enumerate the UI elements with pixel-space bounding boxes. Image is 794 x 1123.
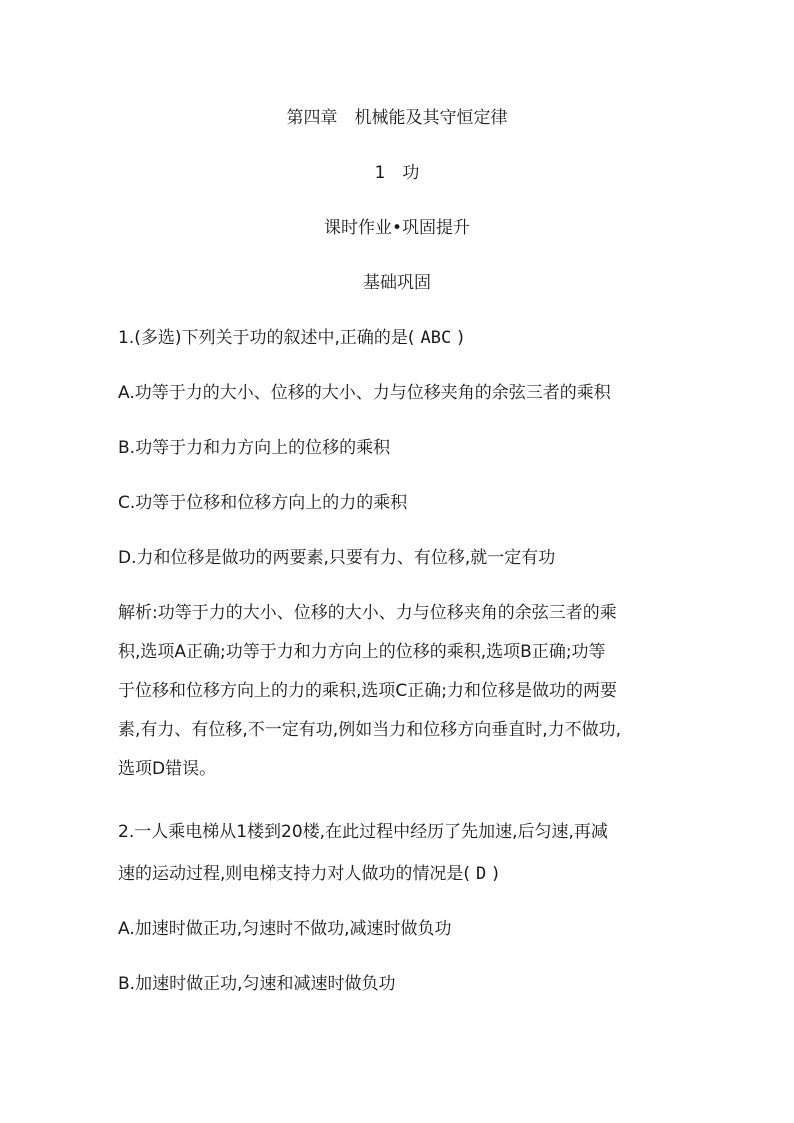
question-2-option-a: A.加速时做正功,匀速时不做功,减速时做负功 bbox=[118, 919, 452, 939]
question-2-option-b: B.加速时做正功,匀速和减速时做负功 bbox=[118, 974, 396, 994]
question-1-option-c: C.功等于位移和位移方向上的力的乘积 bbox=[118, 493, 408, 513]
homework-title: 课时作业•巩固提升 bbox=[323, 218, 471, 238]
chapter-title: 第四章 机械能及其守恒定律 bbox=[286, 108, 508, 128]
question-1-analysis-line: 于位移和位移方向上的力的乘积,选项C正确;力和位移是做功的两要 bbox=[118, 681, 618, 701]
question-1-analysis-line: 选项D错误。 bbox=[118, 759, 217, 779]
question-1-stem-text: 1.(多选)下列关于功的叙述中,正确的是( bbox=[118, 328, 415, 348]
question-2-stem-close: ) bbox=[492, 864, 499, 884]
question-2-stem-line-2 bbox=[118, 862, 499, 886]
question-1-analysis-line: 积,选项A正确;功等于力和力方向上的位移的乘积,选项B正确;功等 bbox=[118, 642, 606, 662]
question-1-option-a: A.功等于力的大小、位移的大小、力与位移夹角的余弦三者的乘积 bbox=[118, 383, 611, 403]
question-1-answer: ABC bbox=[420, 328, 452, 348]
question-1-stem bbox=[118, 326, 464, 350]
question-1-stem-close: ) bbox=[457, 328, 464, 348]
basic-title: 基础巩固 bbox=[363, 273, 431, 293]
question-1-analysis-line: 素,有力、有位移,不一定有功,例如当力和位移方向垂直时,力不做功, bbox=[118, 720, 622, 740]
question-1-option-b: B.功等于力和力方向上的位移的乘积 bbox=[118, 438, 391, 458]
section-title: 1 功 bbox=[374, 163, 420, 183]
question-2-answer: D bbox=[476, 864, 487, 884]
question-2-stem-line-1: 2.一人乘电梯从1楼到20楼,在此过程中经历了先加速,后匀速,再减 bbox=[118, 822, 608, 842]
question-1-analysis-line: 解析:功等于力的大小、位移的大小、力与位移夹角的余弦三者的乘 bbox=[118, 603, 617, 623]
question-1-option-d: D.力和位移是做功的两要素,只要有力、有位移,就一定有功 bbox=[118, 548, 556, 568]
question-2-stem-text: 速的运动过程,则电梯支持力对人做功的情况是( bbox=[118, 864, 471, 884]
